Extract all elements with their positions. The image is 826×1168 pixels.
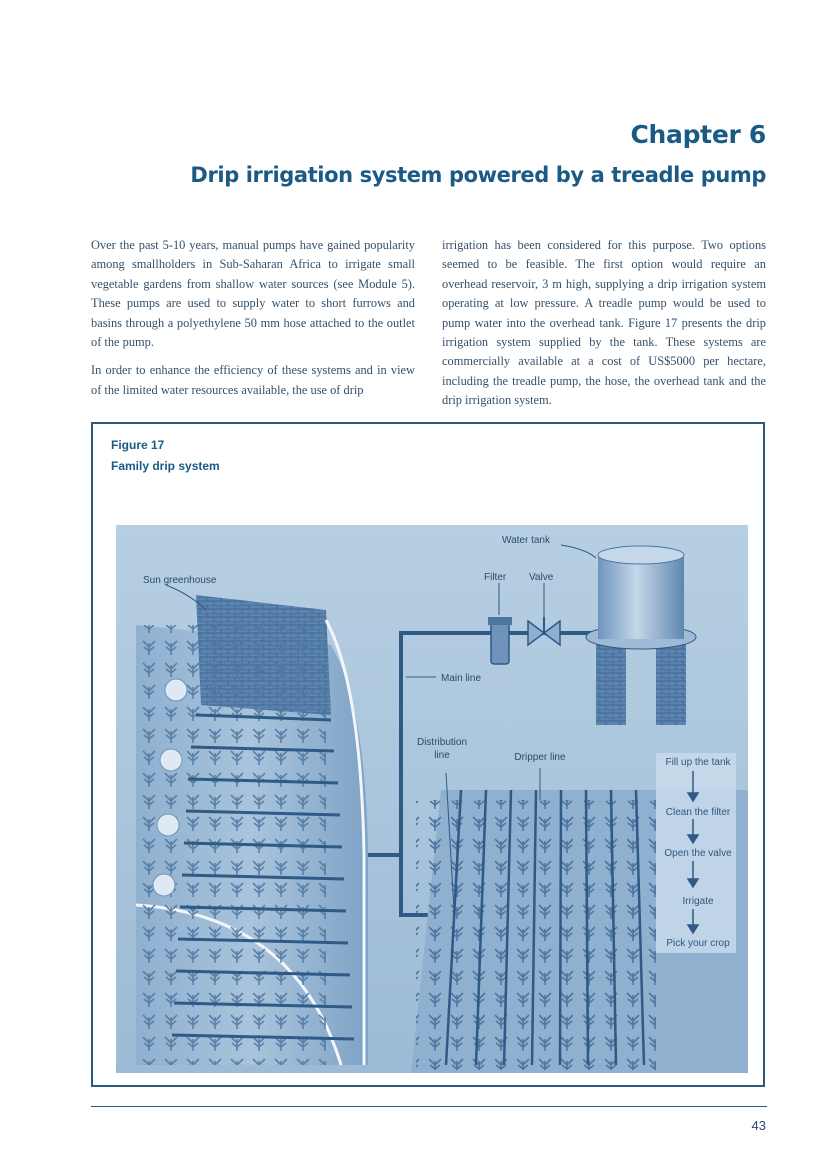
paragraph: Over the past 5-10 years, manual pumps have gained popularity among smallholders in Sub-Saharan Africa to irrigate small vegetable gardens from shallow water sources (see Module 5). These pumps are used to supply water to short furrows and basins through a polyethylene 50 mm hose attached to the outlet of the pump. bbox=[91, 238, 415, 350]
step-irrigate: Irrigate bbox=[682, 896, 714, 907]
main-line-label: Main line bbox=[441, 673, 482, 684]
page-number: 43 bbox=[751, 1118, 766, 1133]
footer-rule bbox=[91, 1106, 767, 1107]
body-column-left bbox=[91, 236, 415, 409]
figure-caption: Family drip system bbox=[111, 459, 220, 473]
distribution-line-label-2: line bbox=[434, 750, 450, 761]
sun-greenhouse bbox=[136, 595, 368, 1065]
dripper-line-label: Dripper line bbox=[514, 752, 566, 763]
chapter-number: Chapter 6 bbox=[630, 120, 766, 149]
paragraph: In order to enhance the efficiency of these systems and in view of the limited water resources available, the use of drip bbox=[91, 363, 415, 397]
filter-icon bbox=[488, 617, 512, 664]
figure-box bbox=[91, 422, 765, 1087]
sun-greenhouse-label: Sun greenhouse bbox=[143, 575, 217, 586]
figure-number: Figure 17 bbox=[111, 438, 165, 452]
step-pick-crop: Pick your crop bbox=[666, 938, 730, 949]
step-clean-filter: Clean the filter bbox=[665, 807, 731, 818]
step-fill-tank: Fill up the tank bbox=[665, 757, 731, 768]
chapter-title: Drip irrigation system powered by a treadle pump bbox=[190, 163, 766, 187]
drip-system-illustration bbox=[116, 525, 748, 1073]
distribution-line-label: Distribution bbox=[416, 737, 468, 748]
paragraph: irrigation has been considered for this purpose. Two options seemed to be feasible. The first option would require an overhead reservoir, 3 m high, supplying a drip irrigation system operating at low pressure. A treadle pump would be used to pump water into the overhead tank. Figure 17 presents the drip irrigation system supplied by the tank. These systems are commercially available at a cost of US$5000 per hectare, including the treadle pump, the hose, the overhead tank and the drip irrigation system. bbox=[442, 238, 766, 408]
body-column-right bbox=[442, 236, 766, 420]
water-tank-label: Water tank bbox=[502, 535, 550, 546]
step-open-valve: Open the valve bbox=[664, 848, 732, 859]
valve-label: Valve bbox=[529, 572, 554, 583]
filter-label: Filter bbox=[484, 572, 507, 583]
